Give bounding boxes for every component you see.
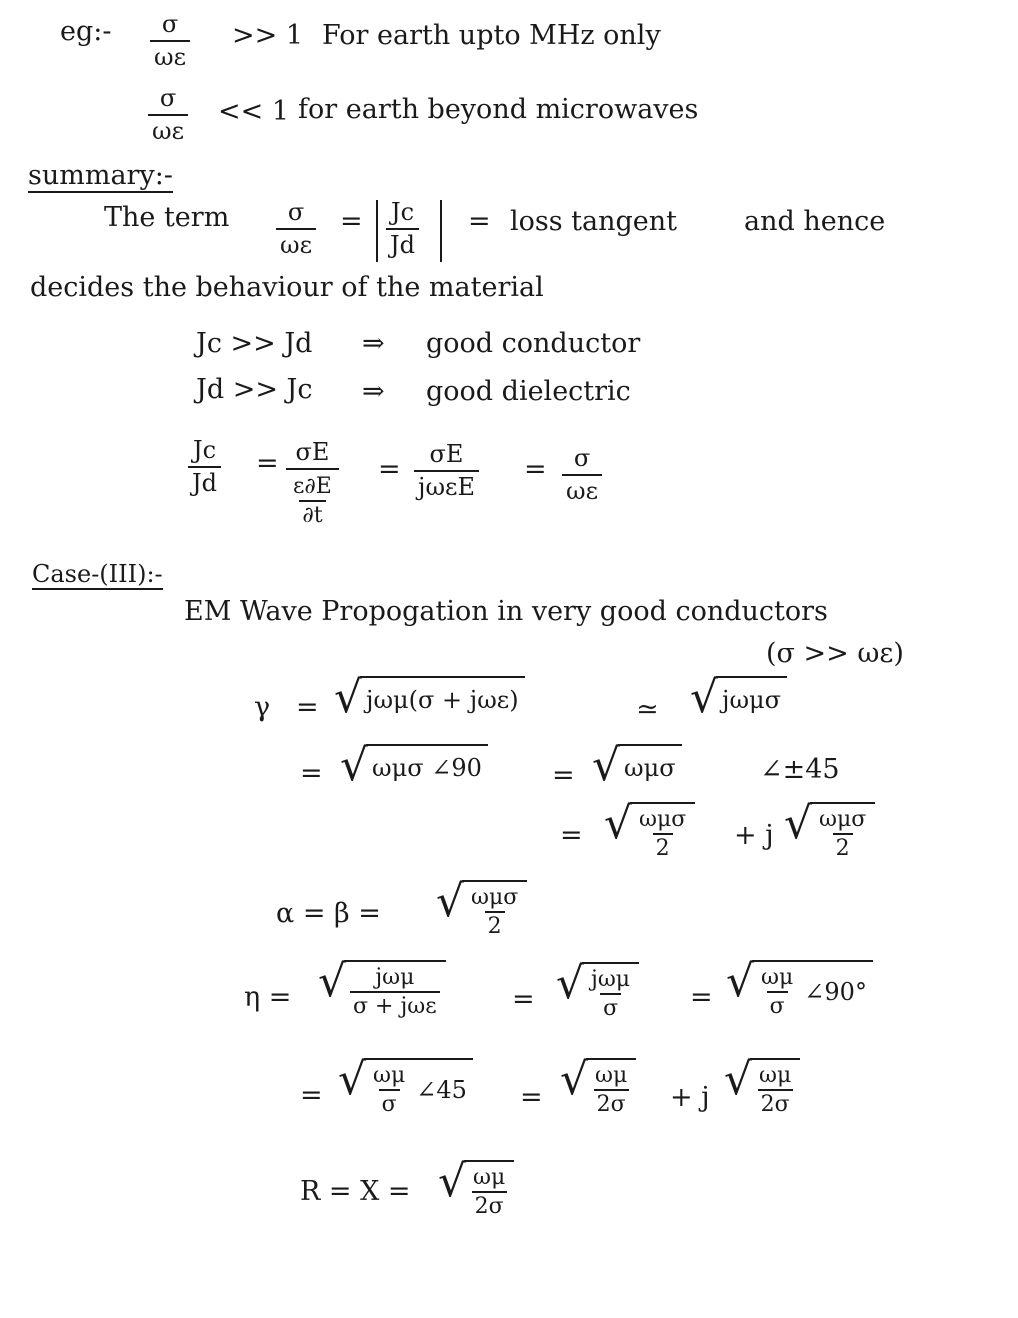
radicand xyxy=(630,802,695,860)
radical-sign: √ xyxy=(560,1054,589,1105)
radicand-fraction xyxy=(816,808,869,860)
sigma-over-omega-eps-fraction xyxy=(150,12,190,70)
square-root-j-omega-mu-sigma xyxy=(690,672,787,723)
jc-much-greater-jd: Jc >> Jd xyxy=(196,328,313,359)
radical-sign: √ xyxy=(724,1054,753,1105)
r-equals-x: R = X = xyxy=(300,1176,411,1207)
partial-derivative-fraction xyxy=(290,475,335,527)
radicand xyxy=(344,960,446,1018)
square-root-omega-mu-sigma-angle-90 xyxy=(340,740,488,791)
case-three-heading: Case-(III):- xyxy=(32,560,163,588)
absolute-value-bar-right xyxy=(440,200,442,262)
good-dielectric-text: good dielectric xyxy=(426,376,631,407)
eta-equals: η = xyxy=(244,982,292,1013)
fraction-numerator: Jc xyxy=(192,436,217,464)
radical-sign: √ xyxy=(340,740,369,791)
radicand-fraction xyxy=(350,966,440,1018)
radicand xyxy=(582,962,639,1020)
and-hence-text: and hence xyxy=(744,206,886,237)
radicand-fraction xyxy=(468,886,521,938)
fraction-denominator: 2σ xyxy=(758,1089,793,1116)
gamma-symbol: γ xyxy=(254,692,271,723)
fraction-denominator xyxy=(286,468,339,527)
sigma-over-omega-eps-fraction xyxy=(562,446,602,504)
equals-sign: = xyxy=(300,1080,323,1111)
radicand-fraction xyxy=(370,1064,408,1116)
alpha-equals-beta: α = β = xyxy=(276,898,381,929)
sigma-e-over-eps-de-dt-fraction xyxy=(286,440,339,527)
angle-plus-minus-45: ∠±45 xyxy=(760,754,840,785)
fraction-numerator: σ xyxy=(161,10,179,38)
fraction-numerator: σE xyxy=(295,438,330,466)
radicand: jωμσ xyxy=(716,676,787,720)
approximately-equal-sign: ≃ xyxy=(636,694,659,725)
earth-beyond-microwaves-text: for earth beyond microwaves xyxy=(298,94,699,125)
square-root-intrinsic-impedance xyxy=(318,956,446,1020)
radical-sign: √ xyxy=(592,740,621,791)
radicand-fraction xyxy=(470,1166,508,1218)
radicand: ωμσ ∠90 xyxy=(366,744,488,788)
partial-derivative-denominator: ∂t xyxy=(299,500,325,527)
radicand: jωμ(σ + jωε) xyxy=(360,676,525,720)
fraction-denominator: ωε xyxy=(276,228,316,258)
radicand-fraction xyxy=(756,1064,794,1116)
square-root-attenuation-constant xyxy=(436,876,527,940)
much-greater-than-one: >> 1 xyxy=(232,20,304,51)
eg-label: eg:- xyxy=(60,16,112,47)
loss-tangent-text: loss tangent xyxy=(510,206,678,237)
radical-sign: √ xyxy=(318,956,347,1007)
much-less-than-one: << 1 xyxy=(218,96,290,127)
sigma-over-omega-eps-fraction xyxy=(148,86,188,144)
implies-arrow: ⇒ xyxy=(362,328,385,359)
fraction-numerator: σE xyxy=(429,440,464,468)
radical-sign: √ xyxy=(556,958,585,1009)
fraction-denominator: σ xyxy=(600,993,621,1020)
square-root-propagation-constant xyxy=(334,672,525,723)
equals-sign: = xyxy=(296,692,319,723)
absolute-value-bar-left xyxy=(376,200,378,262)
radicand-fraction xyxy=(588,968,633,1020)
radicand xyxy=(364,1058,473,1116)
fraction-denominator: σ + jωε xyxy=(350,991,440,1018)
equals-sign: = xyxy=(520,1082,543,1113)
radical-sign: √ xyxy=(334,672,363,723)
fraction-denominator: ωε xyxy=(150,40,190,70)
fraction-numerator: Jc xyxy=(390,198,415,226)
equals-sign: = xyxy=(560,820,583,851)
plus-j: + j xyxy=(734,820,774,851)
square-root-real-part xyxy=(604,798,695,862)
plus-j: + j xyxy=(670,1082,710,1113)
fraction-numerator: jωμ xyxy=(591,967,631,992)
fraction-numerator: ωμ xyxy=(761,965,794,990)
radical-sign: √ xyxy=(436,876,465,927)
fraction-denominator: σ xyxy=(379,1089,400,1116)
fraction-numerator: ωμ xyxy=(595,1063,628,1088)
square-root-surface-resistance xyxy=(438,1156,514,1220)
square-root-imaginary-part xyxy=(784,798,875,862)
square-root-reactance-part xyxy=(724,1054,800,1118)
radicand xyxy=(462,880,527,938)
the-term-text: The term xyxy=(104,202,230,233)
fraction-numerator: σ xyxy=(159,84,177,112)
jd-much-greater-jc: Jd >> Jc xyxy=(196,374,313,405)
summary-heading: summary:- xyxy=(28,160,173,191)
partial-derivative-numerator: ε∂E xyxy=(293,474,332,500)
fraction-numerator: ωμσ xyxy=(471,885,519,910)
radical-sign: √ xyxy=(438,1156,467,1207)
jc-over-jd-fraction xyxy=(386,200,419,258)
square-root-omega-mu-sigma xyxy=(592,740,682,791)
decides-behaviour-text: decides the behaviour of the material xyxy=(30,272,544,303)
fraction-numerator: σ xyxy=(573,444,591,472)
equals-sign: = xyxy=(690,982,713,1013)
fraction-numerator: ωμ xyxy=(373,1063,406,1088)
fraction-denominator: 2σ xyxy=(594,1089,629,1116)
fraction-denominator: jωεE xyxy=(414,470,479,500)
radical-sign: √ xyxy=(784,798,813,849)
equals-sign: = xyxy=(340,206,363,237)
equals-sign: = xyxy=(256,448,279,479)
fraction-denominator: ωε xyxy=(562,474,602,504)
fraction-numerator: ωμ xyxy=(473,1165,506,1190)
radicand xyxy=(750,1058,800,1116)
equals-sign: = xyxy=(378,454,401,485)
equals-sign: = xyxy=(468,206,491,237)
fraction-denominator: 2 xyxy=(833,833,853,860)
fraction-denominator: ωε xyxy=(148,114,188,144)
earth-upto-mhz-text: For earth upto MHz only xyxy=(322,20,661,51)
em-wave-propagation-title: EM Wave Propogation in very good conductors xyxy=(184,596,828,627)
radicand-fraction xyxy=(636,808,689,860)
fraction-numerator: ωμ xyxy=(759,1063,792,1088)
square-root-j-omega-mu-over-sigma xyxy=(556,958,639,1022)
radicand xyxy=(810,802,875,860)
radicand xyxy=(752,960,873,1018)
radical-sign: √ xyxy=(726,956,755,1007)
radicand xyxy=(464,1160,514,1218)
fraction-numerator: ωμσ xyxy=(819,807,867,832)
radical-sign: √ xyxy=(604,798,633,849)
radical-sign: √ xyxy=(338,1054,367,1105)
good-conductor-text: good conductor xyxy=(426,328,641,359)
radical-sign: √ xyxy=(690,672,719,723)
fraction-denominator: Jd xyxy=(188,466,221,496)
jc-over-jd-fraction xyxy=(188,438,221,496)
square-root-omega-mu-over-sigma-angle-90 xyxy=(726,956,873,1020)
radicand-fraction xyxy=(592,1064,630,1116)
sigma-over-omega-eps-fraction xyxy=(276,200,316,258)
equals-sign: = xyxy=(512,984,535,1015)
equals-sign: = xyxy=(552,760,575,791)
implies-arrow: ⇒ xyxy=(362,376,385,407)
radicand-fraction xyxy=(758,966,796,1018)
fraction-numerator: jωμ xyxy=(375,965,415,990)
angle-45: ∠45 xyxy=(416,1075,467,1104)
equals-sign: = xyxy=(300,758,323,789)
square-root-omega-mu-over-sigma-angle-45 xyxy=(338,1054,473,1118)
radicand xyxy=(586,1058,636,1116)
fraction-numerator: ωμσ xyxy=(639,807,687,832)
fraction-denominator: Jd xyxy=(386,228,419,258)
angle-90-degrees: ∠90° xyxy=(804,977,867,1006)
fraction-denominator: σ xyxy=(767,991,788,1018)
fraction-denominator: 2 xyxy=(653,833,673,860)
radicand: ωμσ xyxy=(618,744,682,788)
fraction-denominator: 2σ xyxy=(472,1191,507,1218)
square-root-resistance-part xyxy=(560,1054,636,1118)
sigma-e-over-j-omega-eps-e-fraction xyxy=(414,442,479,500)
conductor-condition: (σ >> ωε) xyxy=(766,638,904,669)
fraction-denominator: 2 xyxy=(485,911,505,938)
fraction-numerator: σ xyxy=(287,198,305,226)
equals-sign: = xyxy=(524,454,547,485)
